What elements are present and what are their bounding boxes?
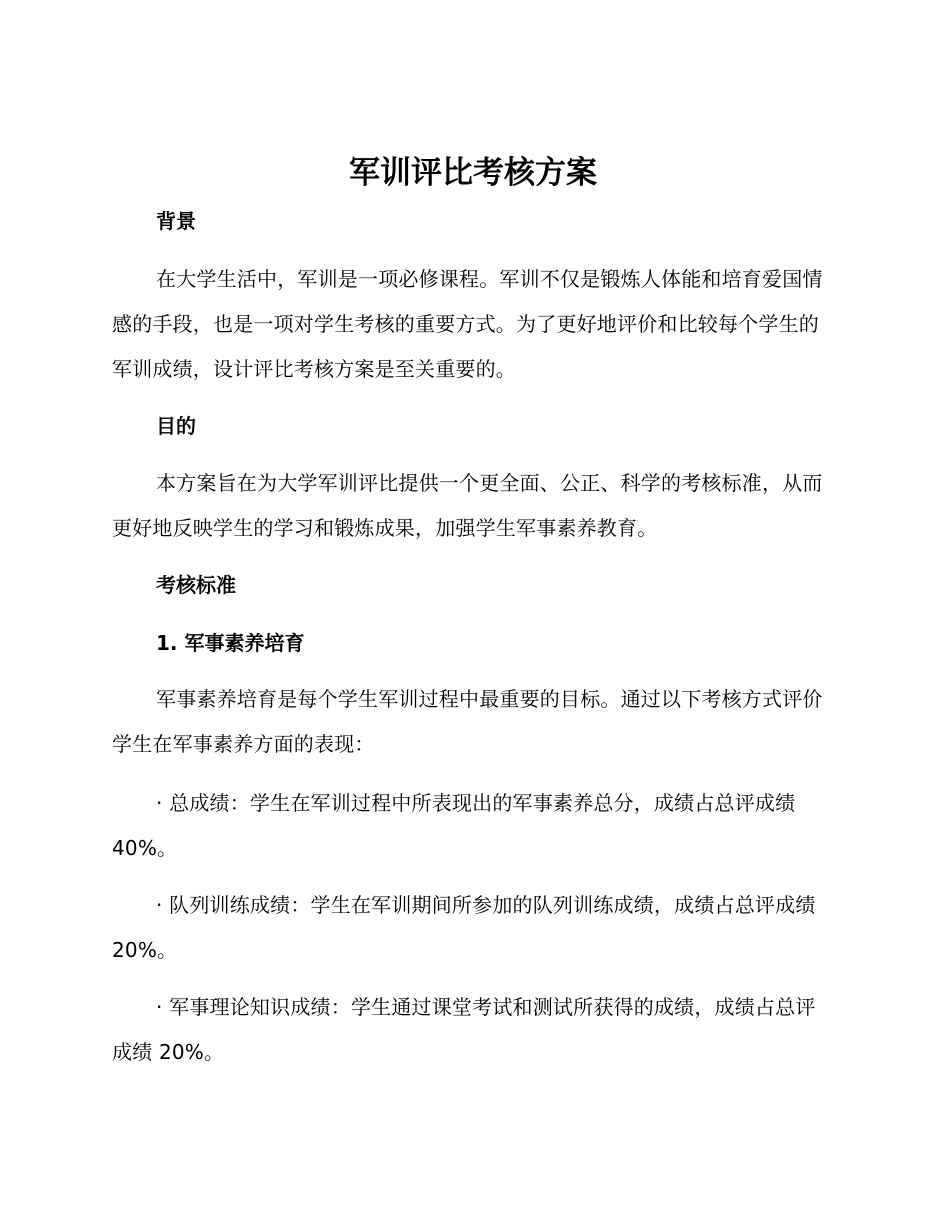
paragraph-background: 在大学生活中，军训是一项必修课程。军训不仅是锻炼人体能和培育爱国情感的手段，也是一项对学生考核的重要方式。为了更好地评价和比较每个学生的军训成绩，设计评比考核方案是至关重要的。 — [112, 267, 823, 381]
paragraph-purpose: 本方案旨在为大学军训评比提供一个更全面、公正、科学的考核标准，从而更好地反映学生的学习和锻炼成果，加强学生军事素养教育。 — [112, 471, 823, 540]
section-heading-background: 背景 — [156, 209, 196, 233]
list-item-total-score: · 总成绩：学生在军训过程中所表现出的军事素养总分，成绩占总评成绩 40%。 — [112, 791, 796, 860]
document-title: 军训评比考核方案 — [349, 155, 597, 191]
section-heading-criteria: 考核标准 — [156, 573, 236, 597]
section-heading-purpose: 目的 — [156, 414, 196, 438]
list-item-drill-score: · 队列训练成绩：学生在军训期间所参加的队列训练成绩，成绩占总评成绩 20%。 — [112, 893, 816, 962]
subsection-heading-military-literacy: 1. 军事素养培育 — [156, 631, 305, 655]
list-item-theory-score: · 军事理论知识成绩：学生通过课堂考试和测试所获得的成绩，成绩占总评成绩 20%。 — [112, 995, 816, 1064]
paragraph-criteria-intro: 军事素养培育是每个学生军训过程中最重要的目标。通过以下考核方式评价学生在军事素养方面的表现： — [112, 687, 823, 756]
